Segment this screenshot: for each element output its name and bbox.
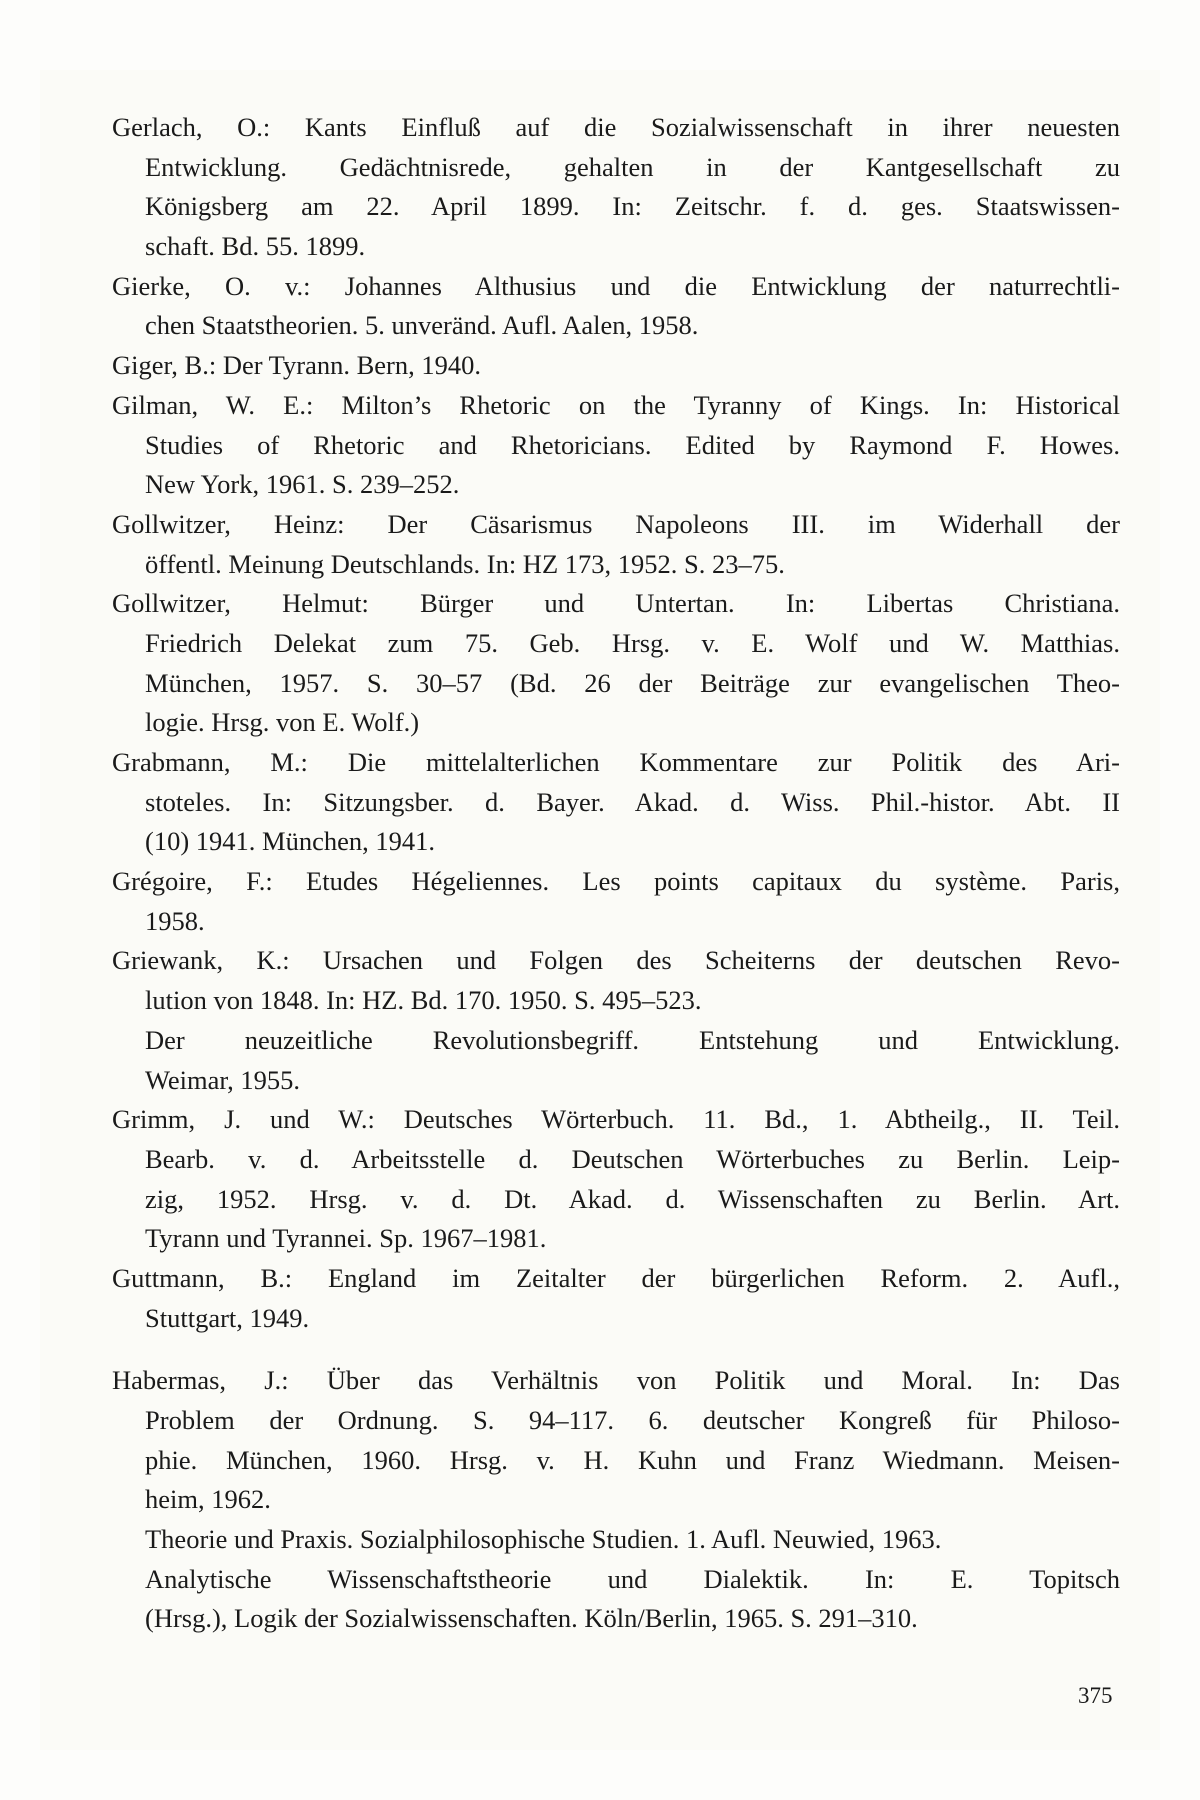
bibliography-section-h: [112, 1361, 1120, 1639]
entry-line: schaft. Bd. 55. 1899.: [145, 231, 366, 262]
entry-line: Der neuzeitliche Revolutionsbegriff. Entstehung und Entwicklung.: [145, 1024, 1120, 1055]
entry-line: heim, 1962.: [145, 1484, 271, 1515]
bibliography-entry: [112, 862, 1120, 941]
entry-line: chen Staatstheorien. 5. unveränd. Aufl. Aalen, 1958.: [145, 310, 699, 341]
bibliography-entry: [112, 941, 1120, 1100]
bibliography-entry: [112, 743, 1120, 862]
entry-line: Grimm, J. und W.: Deutsches Wörterbuch. 11. Bd., 1. Abtheilg., II. Teil.: [112, 1104, 1120, 1135]
entry-line: Gollwitzer, Heinz: Der Cäsarismus Napoleons III. im Widerhall der: [112, 508, 1120, 539]
entry-line: Guttmann, B.: England im Zeitalter der bürgerlichen Reform. 2. Aufl.,: [112, 1262, 1120, 1293]
entry-line: stoteles. In: Sitzungsber. d. Bayer. Akad. d. Wiss. Phil.-histor. Abt. II: [145, 786, 1120, 817]
bibliography-entry: [112, 267, 1120, 346]
entry-line: Analytische Wissenschaftstheorie und Dialektik. In: E. Topitsch: [145, 1563, 1120, 1594]
entry-line: Entwicklung. Gedächtnisrede, gehalten in der Kantgesellschaft zu: [145, 151, 1120, 182]
bibliography-entry: [112, 1259, 1120, 1338]
entry-line: Weimar, 1955.: [145, 1064, 301, 1095]
entry-line: 1958.: [145, 905, 205, 936]
bibliography-entry: [112, 505, 1120, 584]
entry-line: (Hrsg.), Logik der Sozialwissenschaften. Köln/Berlin, 1965. S. 291–310.: [145, 1603, 918, 1634]
entry-line: Königsberg am 22. April 1899. In: Zeitschr. f. d. ges. Staatswissen-: [145, 191, 1120, 222]
entry-line: Gierke, O. v.: Johannes Althusius und die Entwicklung der naturrechtli-: [112, 270, 1120, 301]
entry-line: München, 1957. S. 30–57 (Bd. 26 der Beiträge zur evangelischen Theo-: [145, 667, 1120, 698]
entry-line: Grégoire, F.: Etudes Hégeliennes. Les points capitaux du système. Paris,: [112, 866, 1120, 897]
bibliography-section-g: [112, 108, 1120, 1338]
entry-line: New York, 1961. S. 239–252.: [145, 469, 460, 500]
entry-line: Gollwitzer, Helmut: Bürger und Untertan. In: Libertas Christiana.: [112, 588, 1120, 619]
section-gap: [112, 1338, 1120, 1361]
bibliography: [112, 108, 1120, 1639]
entry-line: logie. Hrsg. von E. Wolf.): [145, 707, 420, 738]
bibliography-entry: [112, 346, 1120, 386]
entry-line: Tyrann und Tyrannei. Sp. 1967–1981.: [145, 1223, 547, 1254]
entry-line: lution von 1848. In: HZ. Bd. 170. 1950. S. 495–523.: [145, 985, 702, 1016]
entry-line: Friedrich Delekat zum 75. Geb. Hrsg. v. E. Wolf und W. Matthias.: [145, 627, 1120, 658]
bibliography-entry: [112, 386, 1120, 505]
bibliography-entry: [112, 1361, 1120, 1639]
bibliography-entry: [112, 584, 1120, 743]
entry-line: Griewank, K.: Ursachen und Folgen des Scheiterns der deutschen Revo-: [112, 945, 1120, 976]
bibliography-entry: [112, 108, 1120, 267]
entry-line: Problem der Ordnung. S. 94–117. 6. deutscher Kongreß für Philoso-: [145, 1405, 1120, 1435]
entry-line: Stuttgart, 1949.: [145, 1302, 310, 1333]
entry-line: phie. München, 1960. Hrsg. v. H. Kuhn und Franz Wiedmann. Meisen-: [145, 1444, 1120, 1475]
entry-line: Theorie und Praxis. Sozialphilosophische Studien. 1. Aufl. Neuwied, 1963.: [145, 1524, 942, 1555]
bibliography-entry: [112, 1100, 1120, 1259]
entry-line: öffentl. Meinung Deutschlands. In: HZ 173, 1952. S. 23–75.: [145, 548, 785, 579]
entry-line: Gilman, W. E.: Milton’s Rhetoric on the Tyranny of Kings. In: Historical: [112, 389, 1120, 420]
entry-line: Gerlach, O.: Kants Einfluß auf die Sozialwissenschaft in ihrer neuesten: [112, 112, 1120, 142]
entry-line: Giger, B.: Der Tyrann. Bern, 1940.: [112, 350, 481, 381]
entry-line: Habermas, J.: Über das Verhältnis von Politik und Moral. In: Das: [112, 1365, 1120, 1396]
entry-line: Studies of Rhetoric and Rhetoricians. Edited by Raymond F. Howes.: [145, 429, 1120, 460]
entry-line: (10) 1941. München, 1941.: [145, 826, 435, 857]
page-number: 375: [1078, 1683, 1113, 1708]
entry-line: Grabmann, M.: Die mittelalterlichen Kommentare zur Politik des Ari-: [112, 747, 1120, 777]
entry-line: zig, 1952. Hrsg. v. d. Dt. Akad. d. Wissenschaften zu Berlin. Art.: [145, 1183, 1120, 1214]
entry-line: Bearb. v. d. Arbeitsstelle d. Deutschen Wörterbuches zu Berlin. Leip-: [145, 1143, 1120, 1174]
